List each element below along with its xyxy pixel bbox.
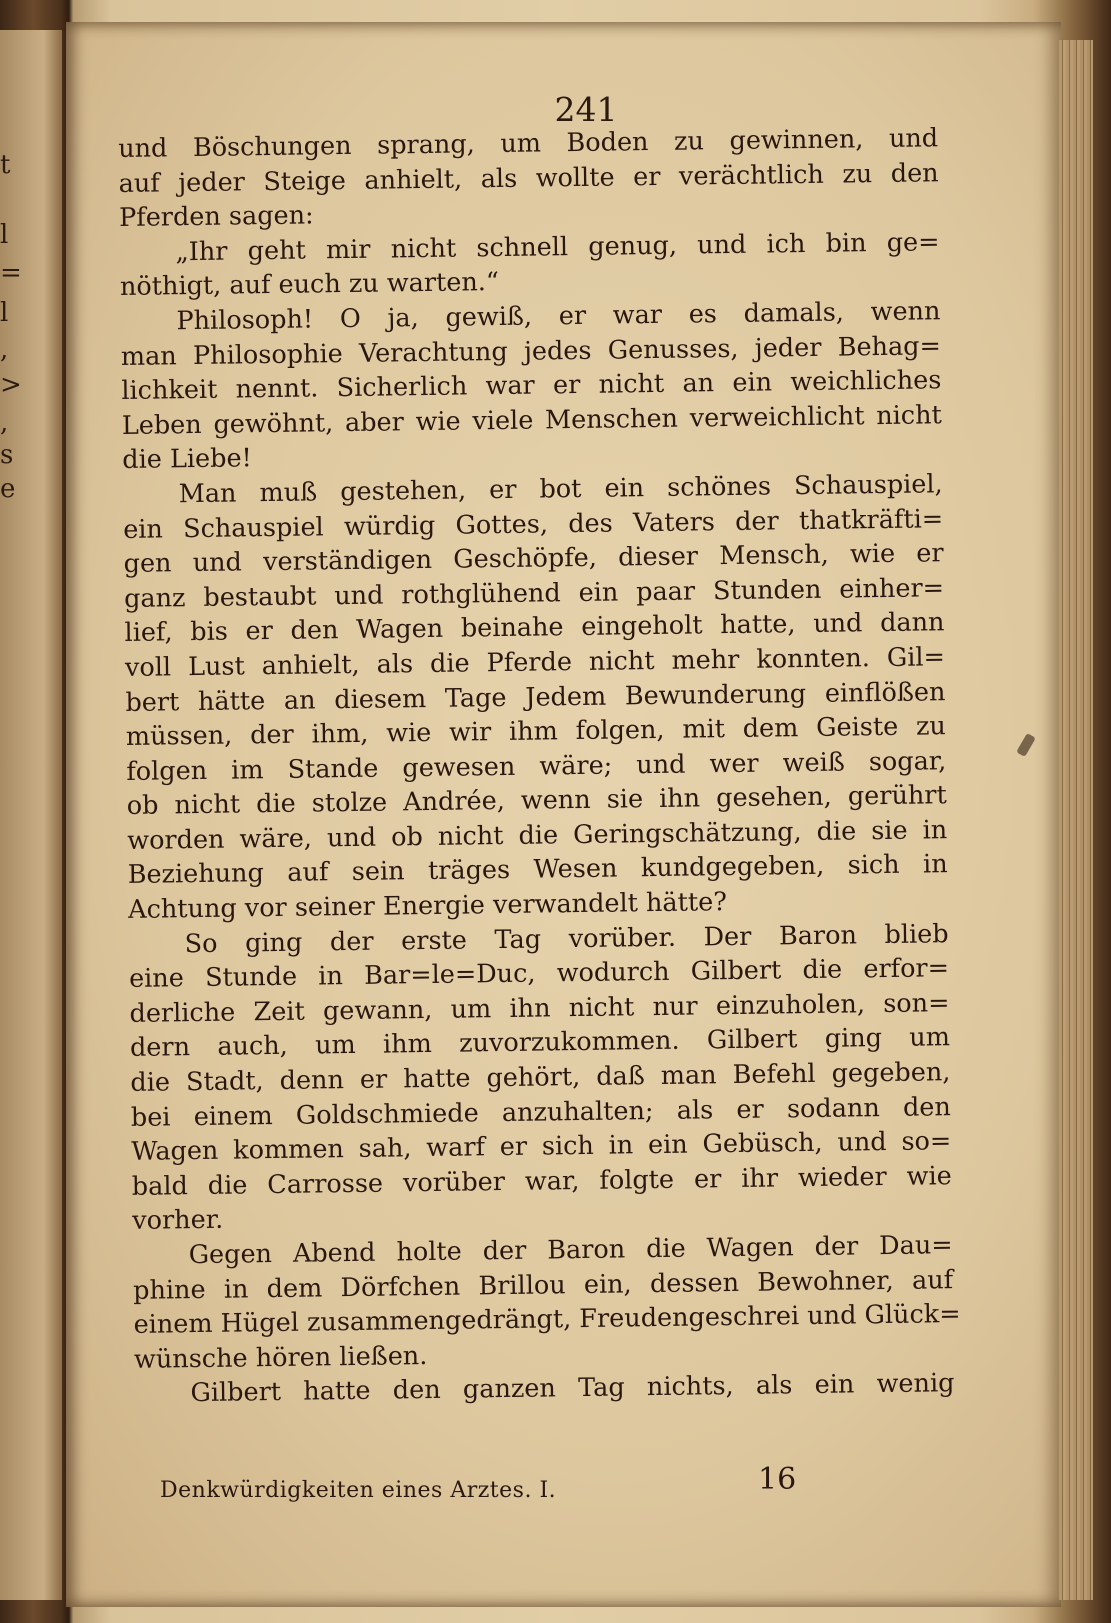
text-line: Gegen Abend holte der Baron die Wagen der Dau= — [188, 1230, 953, 1271]
page-edges — [1059, 40, 1093, 1600]
text-line: ganz bestaubt und rothglühend ein paar Stunden einher= — [123, 572, 945, 614]
text-line: Wagen kommen sah, warf er sich in ein Gebüsch, und so= — [131, 1126, 952, 1168]
text-line: Pferden sagen: — [118, 200, 314, 234]
text-line: und Böschungen sprang, um Boden zu gewinnen, und — [118, 123, 939, 164]
text-line: ein Schauspiel würdig Gottes, des Vaters der thatkräfti= — [123, 503, 944, 545]
text-line: müssen, der ihm, wie wir ihm folgen, mit dem Geiste zu — [125, 711, 947, 753]
text-line: wünsche hören ließen. — [133, 1340, 428, 1375]
text-line: lichkeit nennt. Sicherlich war er nicht an ein weichliches — [121, 365, 942, 407]
previous-page-glyph: s — [0, 440, 14, 470]
text-line: Beziehung auf sein träges Wesen kundgegeben, sich in — [127, 849, 948, 891]
text-line: dern auch, um ihm zuvorzukommen. Gilbert ging um — [129, 1022, 951, 1064]
text-line: voll Lust anhielt, als die Pferde nicht mehr konnten. Gil= — [124, 642, 946, 683]
text-line: vorher. — [132, 1205, 224, 1237]
text-line: nöthigt, auf euch zu warten.“ — [119, 267, 500, 303]
text-line: Leben gewöhnt, aber wie viele Menschen verweichlicht nicht — [121, 399, 942, 441]
text-line: worden wäre, und ob nicht die Geringschätzung, die sie in — [127, 815, 948, 856]
previous-page-glyph: > — [0, 370, 22, 400]
text-line: bald die Carrosse vorüber war, folgte er ihr wieder wie — [131, 1160, 952, 1202]
previous-page-glyph: l — [0, 298, 9, 328]
text-line: lief, bis er den Wagen beinahe eingeholt hatte, und dann — [124, 607, 945, 649]
text-line: eine Stunde in Bar=le=Duc, wodurch Gilbert die erfor= — [128, 953, 950, 995]
text-line: bei einem Goldschmiede anzuhalten; als er sodann den — [130, 1091, 952, 1133]
text-line: folgen im Stande gewesen wäre; und wer weiß sogar, — [126, 745, 947, 787]
previous-page-glyph: e — [0, 474, 16, 504]
text-line: man Philosophie Verachtung jedes Genusses, jeder Behag= — [120, 330, 942, 372]
text-line: einem Hügel zusammengedrängt, Freudengeschrei und Glück= — [133, 1299, 961, 1341]
previous-page-glyph: , — [0, 408, 9, 438]
previous-page-glyph: t — [0, 150, 11, 180]
previous-page-glyph: l — [0, 220, 9, 250]
text-line: gen und verständigen Geschöpfe, dieser Mensch, wie er — [123, 538, 944, 580]
text-line: Gilbert hatte den ganzen Tag nichts, als ein wenig — [190, 1368, 955, 1409]
page-number: 241 — [554, 90, 618, 129]
page-footer — [160, 1462, 960, 1510]
text-line: bert hätte an diesem Tage Jedem Bewunderung einflößen — [125, 676, 946, 718]
previous-page-edge — [0, 30, 62, 1600]
text-line: auf jeder Steige anhielt, als wollte er verächtlich zu den — [118, 157, 939, 199]
text-line: „Ihr geht mir nicht schnell genug, und ich bin ge= — [175, 227, 940, 268]
text-line: phine in dem Dörfchen Brillou ein, dessen Bewohner, auf — [132, 1264, 954, 1306]
ink-mark — [1016, 733, 1036, 757]
previous-page-glyph: , — [0, 335, 9, 365]
text-line: Achtung vor seiner Energie verwandelt hätte? — [127, 887, 728, 925]
text-line: die Liebe! — [122, 443, 253, 476]
text-line: ob nicht die stolze Andrée, wenn sie ihn gesehen, gerührt — [126, 780, 947, 822]
text-line: derliche Zeit gewann, um ihn nicht nur einzuholen, son= — [129, 988, 950, 1029]
signature-number: 16 — [758, 1462, 797, 1497]
previous-page-glyph: = — [0, 258, 22, 288]
text-line: So ging der erste Tag vorüber. Der Baron blieb — [184, 918, 949, 959]
printer-signature: Denkwürdigkeiten eines Arztes. I. — [160, 1478, 557, 1503]
body-text — [118, 121, 961, 1412]
text-line: die Stadt, denn er hatte gehört, daß man Befehl gegeben, — [130, 1057, 951, 1098]
text-line: Philosoph! O ja, gewiß, er war es damals, wenn — [176, 296, 941, 337]
text-line: Man muß gestehen, er bot ein schönes Schauspiel, — [178, 469, 943, 510]
